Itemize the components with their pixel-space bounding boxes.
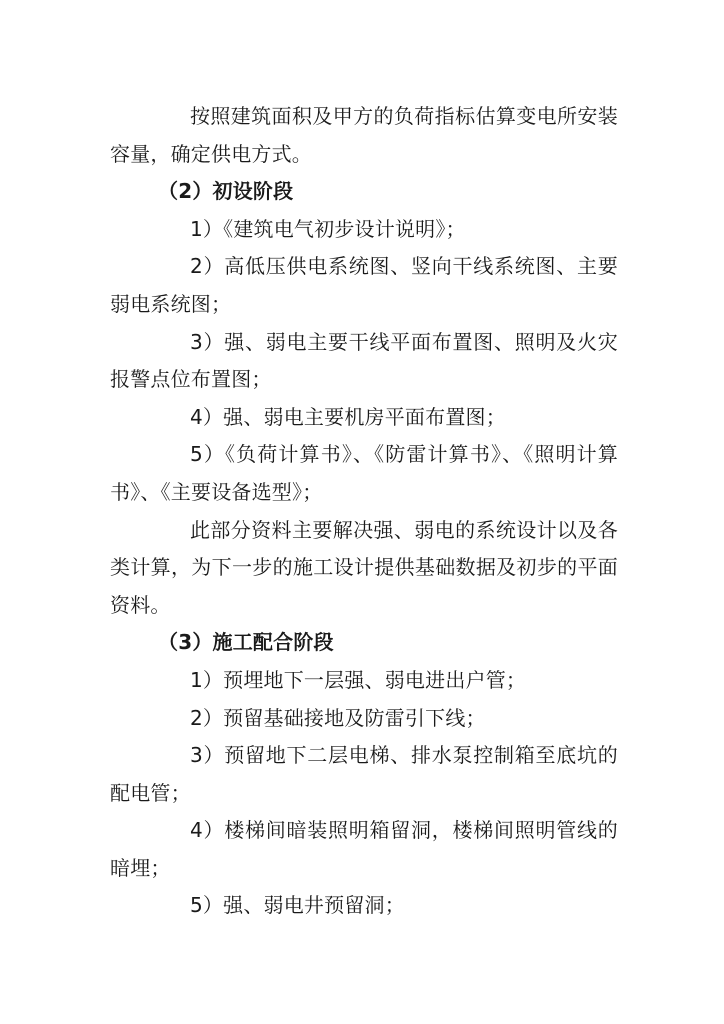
list-item: 4）强、弱电主要机房平面布置图；	[190, 404, 506, 429]
section-heading-construction-phase: （3）施工配合阶段	[158, 630, 334, 655]
list-item: 3）强、弱电主要干线平面布置图、照明及火灾报警点位布置图；	[110, 329, 618, 392]
intro-paragraph: 按照建筑面积及甲方的负荷指标估算变电所安装容量，确定供电方式。	[110, 104, 618, 166]
list-item: 3）预留地下二层电梯、排水泵控制箱至底坑的配电管；	[110, 743, 618, 805]
summary-paragraph: 此部分资料主要解决强、弱电的系统设计以及各类计算，为下一步的施工设计提供基础数据及初步的平面资料。	[110, 517, 618, 617]
list-item: 2）高低压供电系统图、竖向干线系统图、主要弱电系统图；	[110, 254, 618, 316]
list-item: 1）预埋地下一层强、弱电进出户管；	[190, 667, 527, 692]
list-item: 5）强、弱电井预留洞；	[190, 893, 405, 918]
list-item: 1）《建筑电气初步设计说明》；	[190, 216, 466, 241]
section-heading-preliminary-design: （2）初设阶段	[158, 179, 294, 204]
document-page	[110, 98, 618, 925]
list-item: 4）楼梯间暗装照明箱留洞，楼梯间照明管线的暗埋；	[110, 818, 618, 880]
list-item: 2）预留基础接地及防雷引下线；	[190, 705, 486, 730]
list-item: 5）《负荷计算书》、《防雷计算书》、《照明计算书》、《主要设备选型》；	[110, 442, 618, 504]
